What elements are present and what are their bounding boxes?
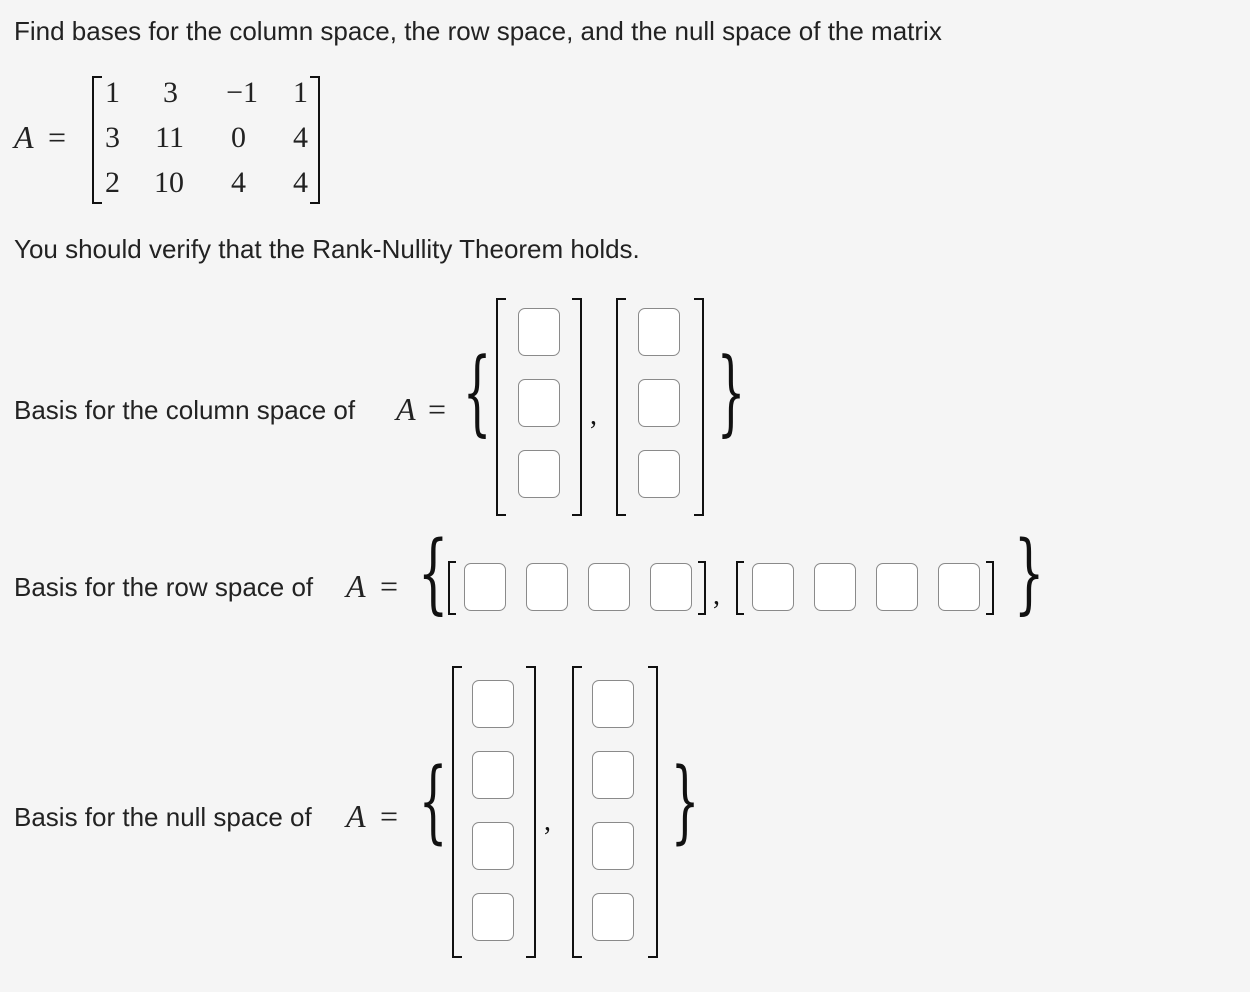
column-vector-1-entry-3-input[interactable] <box>518 450 560 498</box>
verify-note: You should verify that the Rank-Nullity Theorem holds. <box>14 234 640 264</box>
comma: , <box>713 580 720 611</box>
null-space-equals: = <box>380 798 399 834</box>
matrix-cell: 10 <box>154 166 184 199</box>
matrix-cell: 11 <box>155 121 184 154</box>
null-vector-1-entry-2-input[interactable] <box>472 751 514 799</box>
null-space-right-brace: } <box>670 749 700 855</box>
matrix-cell: 4 <box>293 121 308 154</box>
bracket <box>448 561 456 615</box>
bracket <box>526 666 536 958</box>
bracket <box>572 666 582 958</box>
column-space-label: Basis for the column space of <box>14 395 356 425</box>
matrix-cell: −1 <box>226 76 258 109</box>
matrix-cell: 4 <box>231 166 246 199</box>
bracket <box>572 298 582 516</box>
row-space-left-brace: { <box>417 523 449 625</box>
matrix-cell: 3 <box>105 121 120 154</box>
row-vector-2-entry-3-input[interactable] <box>876 563 918 611</box>
column-space-left-brace: { <box>462 338 492 448</box>
bracket <box>698 561 706 615</box>
row-space-right-brace: } <box>1013 523 1045 625</box>
matrix-cell: 1 <box>105 76 120 109</box>
null-space-var: A <box>346 798 366 834</box>
matrix-cell: 4 <box>293 166 308 199</box>
comma: , <box>544 806 551 837</box>
row-vector-1-entry-3-input[interactable] <box>588 563 630 611</box>
row-space-var: A <box>346 568 366 604</box>
null-space-left-brace: { <box>418 749 448 855</box>
column-space-var: A <box>396 391 416 427</box>
matrix-right-bracket <box>310 76 320 204</box>
bracket <box>616 298 626 516</box>
bracket <box>452 666 462 958</box>
column-vector-2-entry-3-input[interactable] <box>638 450 680 498</box>
column-vector-2-entry-2-input[interactable] <box>638 379 680 427</box>
null-vector-2-entry-1-input[interactable] <box>592 680 634 728</box>
matrix-cell: 1 <box>293 76 308 109</box>
matrix-cell: 3 <box>163 76 178 109</box>
matrix-equals: = <box>48 119 67 155</box>
bracket <box>694 298 704 516</box>
matrix-cell: 0 <box>231 121 246 154</box>
row-vector-2-entry-4-input[interactable] <box>938 563 980 611</box>
column-vector-1-entry-1-input[interactable] <box>518 308 560 356</box>
null-vector-1-entry-3-input[interactable] <box>472 822 514 870</box>
column-space-right-brace: } <box>716 338 746 448</box>
null-vector-2-entry-2-input[interactable] <box>592 751 634 799</box>
row-vector-1-entry-4-input[interactable] <box>650 563 692 611</box>
null-space-label: Basis for the null space of <box>14 802 312 832</box>
column-space-equals: = <box>428 391 447 427</box>
row-space-equals: = <box>380 568 399 604</box>
column-vector-2-entry-1-input[interactable] <box>638 308 680 356</box>
bracket <box>736 561 744 615</box>
row-vector-2-entry-2-input[interactable] <box>814 563 856 611</box>
bracket <box>496 298 506 516</box>
comma: , <box>590 400 597 431</box>
row-vector-1-entry-2-input[interactable] <box>526 563 568 611</box>
bracket <box>648 666 658 958</box>
row-vector-2-entry-1-input[interactable] <box>752 563 794 611</box>
row-vector-1-entry-1-input[interactable] <box>464 563 506 611</box>
matrix-label: A <box>14 119 34 155</box>
null-vector-1-entry-1-input[interactable] <box>472 680 514 728</box>
bracket <box>986 561 994 615</box>
null-vector-2-entry-3-input[interactable] <box>592 822 634 870</box>
column-vector-1-entry-2-input[interactable] <box>518 379 560 427</box>
null-vector-1-entry-4-input[interactable] <box>472 893 514 941</box>
problem-prompt: Find bases for the column space, the row space, and the null space of the matrix <box>14 16 942 46</box>
row-space-label: Basis for the row space of <box>14 572 314 602</box>
null-vector-2-entry-4-input[interactable] <box>592 893 634 941</box>
matrix-cell: 2 <box>105 166 120 199</box>
